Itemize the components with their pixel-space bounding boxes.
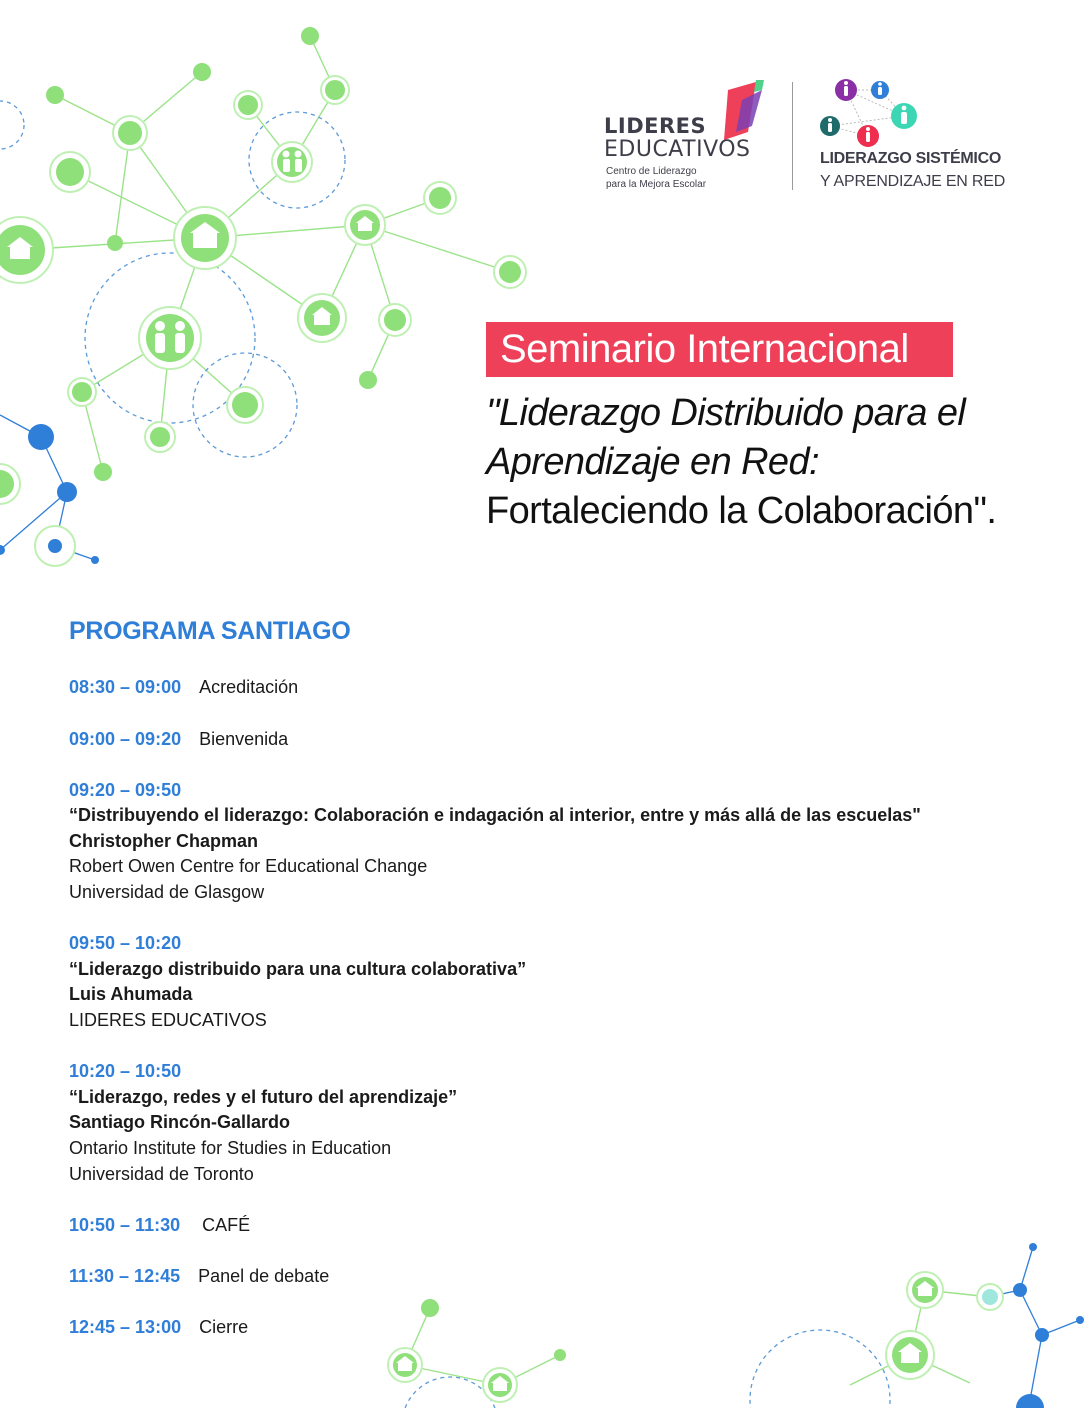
schedule-activity: Acreditación — [199, 677, 299, 697]
lideres-word: LIDERES — [604, 114, 707, 138]
talk-title: “Liderazgo, redes y el futuro del aprendizaje” — [69, 1087, 458, 1107]
logo-divider — [792, 82, 793, 190]
schedule-item — [69, 1215, 250, 1236]
schedule-activity: Panel de debate — [198, 1266, 330, 1286]
schedule-time: 09:50 – 10:20 — [69, 933, 182, 953]
schedule-time-block — [69, 1061, 181, 1082]
schedule-item — [69, 1317, 248, 1338]
speaker-affiliation: LIDERES EDUCATIVOS — [69, 1010, 267, 1030]
speaker-affiliation: Ontario Institute for Studies in Education — [69, 1138, 392, 1158]
liderazgo-sistemico-logo — [818, 78, 1028, 198]
schedule-item — [69, 677, 298, 698]
talk-title: “Liderazgo distribuido para una cultura colaborativa” — [69, 959, 527, 979]
seminar-badge: Seminario Internacional — [486, 322, 953, 377]
speaker-name: Santiago Rincón-Gallardo — [69, 1112, 291, 1132]
schedule-activity: Bienvenida — [199, 729, 289, 749]
speaker-affiliation: Universidad de Glasgow — [69, 882, 265, 902]
people-network-icon — [818, 78, 928, 150]
schedule-activity: CAFÉ — [202, 1215, 251, 1235]
schedule-time: 09:20 – 09:50 — [69, 780, 182, 800]
schedule-item — [69, 1266, 329, 1287]
speaker-affiliation: Robert Owen Centre for Educational Change — [69, 856, 428, 876]
talk-title: “Distribuyendo el liderazgo: Colaboración e indagación al interior, entre y más allá de las escuelas" — [69, 805, 921, 825]
title-line-1: "Liderazgo Distribuido para el — [486, 392, 966, 434]
schedule-time: 09:00 – 09:20 — [69, 729, 182, 749]
sistemico-line-2: Y APRENDIZAJE EN RED — [820, 173, 1006, 190]
schedule-time: 11:30 – 12:45 — [69, 1266, 181, 1286]
speaker-name: Luis Ahumada — [69, 984, 193, 1004]
schedule-activity: Cierre — [199, 1317, 249, 1337]
title-line-2: Aprendizaje en Red: — [486, 441, 819, 483]
network-decoration-top — [0, 0, 540, 580]
lideres-educativos-logo — [604, 80, 779, 195]
lideres-flag-icon — [722, 80, 766, 142]
schedule-time-block — [69, 933, 181, 954]
sistemico-line-1: LIDERAZGO SISTÉMICO — [820, 150, 1001, 167]
lideres-subtitle-1: Centro de Liderazgo — [606, 166, 697, 177]
schedule-time: 12:45 – 13:00 — [69, 1317, 182, 1337]
speaker-name: Christopher Chapman — [69, 831, 259, 851]
schedule-item — [69, 729, 288, 750]
program-heading: PROGRAMA SANTIAGO — [69, 617, 351, 645]
educativos-word: EDUCATIVOS — [604, 137, 751, 162]
speaker-affiliation: Universidad de Toronto — [69, 1164, 254, 1184]
network-decoration-bottom — [370, 1235, 1088, 1408]
schedule-time: 08:30 – 09:00 — [69, 677, 182, 697]
title-line-3: Fortaleciendo la Colaboración". — [486, 490, 997, 532]
schedule-time: 10:50 – 11:30 — [69, 1215, 181, 1235]
schedule-time: 10:20 – 10:50 — [69, 1061, 182, 1081]
lideres-subtitle-2: para la Mejora Escolar — [606, 179, 707, 190]
schedule-time-block — [69, 780, 181, 801]
